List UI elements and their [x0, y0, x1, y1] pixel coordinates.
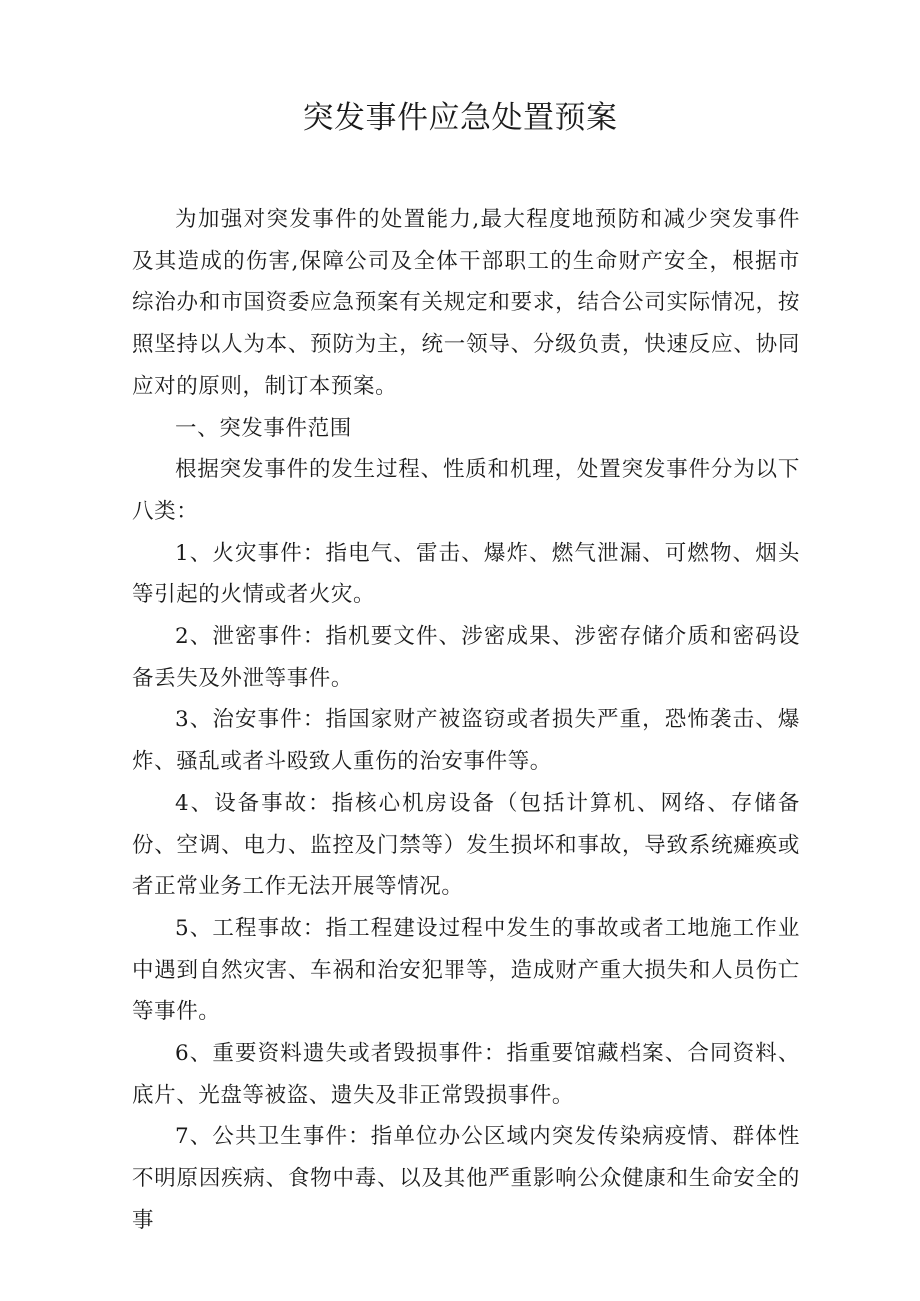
list-item-leak: 2、泄密事件：指机要文件、涉密成果、涉密存储介质和密码设备丢失及外泄等事件。 [132, 624, 800, 691]
document-title: 突发事件应急处置预案 [302, 100, 618, 136]
list-item-security: 3、治安事件：指国家财产被盗窃或者损失严重，恐怖袭击、爆炸、骚乱或者斗殴致人重伤的治安事件等。 [132, 707, 800, 775]
document-body [132, 199, 800, 1242]
list-item-equipment: 4、设备事故：指核心机房设备（包括计算机、网络、存储备份、空调、电力、监控及门禁等）发生损坏和事故，导致系统瘫痪或者正常业务工作无法开展等情况。 [132, 790, 800, 900]
list-item-public-health: 7、公共卫生事件：指单位办公区域内突发传染病疫情、群体性不明原因疾病、食物中毒、以及其他严重影响公众健康和生命安全的事 [132, 1124, 800, 1233]
section-heading: 一、突发事件范围 [175, 415, 352, 441]
list-item-fire: 1、火灾事件：指电气、雷击、爆炸、燃气泄漏、可燃物、烟头等引起的火情或者火灾。 [132, 540, 800, 608]
list-item-records: 6、重要资料遗失或者毁损事件：指重要馆藏档案、合同资料、底片、光盘等被盗、遗失及非正常毁损事件。 [132, 1041, 800, 1108]
list-item-engineering: 5、工程事故：指工程建设过程中发生的事故或者工地施工作业中遇到自然灾害、车祸和治安犯罪等，造成财产重大损失和人员伤亡等事件。 [132, 915, 800, 1025]
section-intro-paragraph: 根据突发事件的发生过程、性质和机理，处置突发事件分为以下八类： [132, 457, 800, 524]
intro-paragraph: 为加强对突发事件的处置能力,最大程度地预防和减少突发事件及其造成的伤害,保障公司及全体干部职工的生命财产安全，根据市综治办和市国资委应急预案有关规定和要求，结合公司实际情况，按照坚持以人为本、预防为主，统一领导、分级负责，快速反应、协同应对的原则，制订本预案。 [132, 207, 800, 399]
